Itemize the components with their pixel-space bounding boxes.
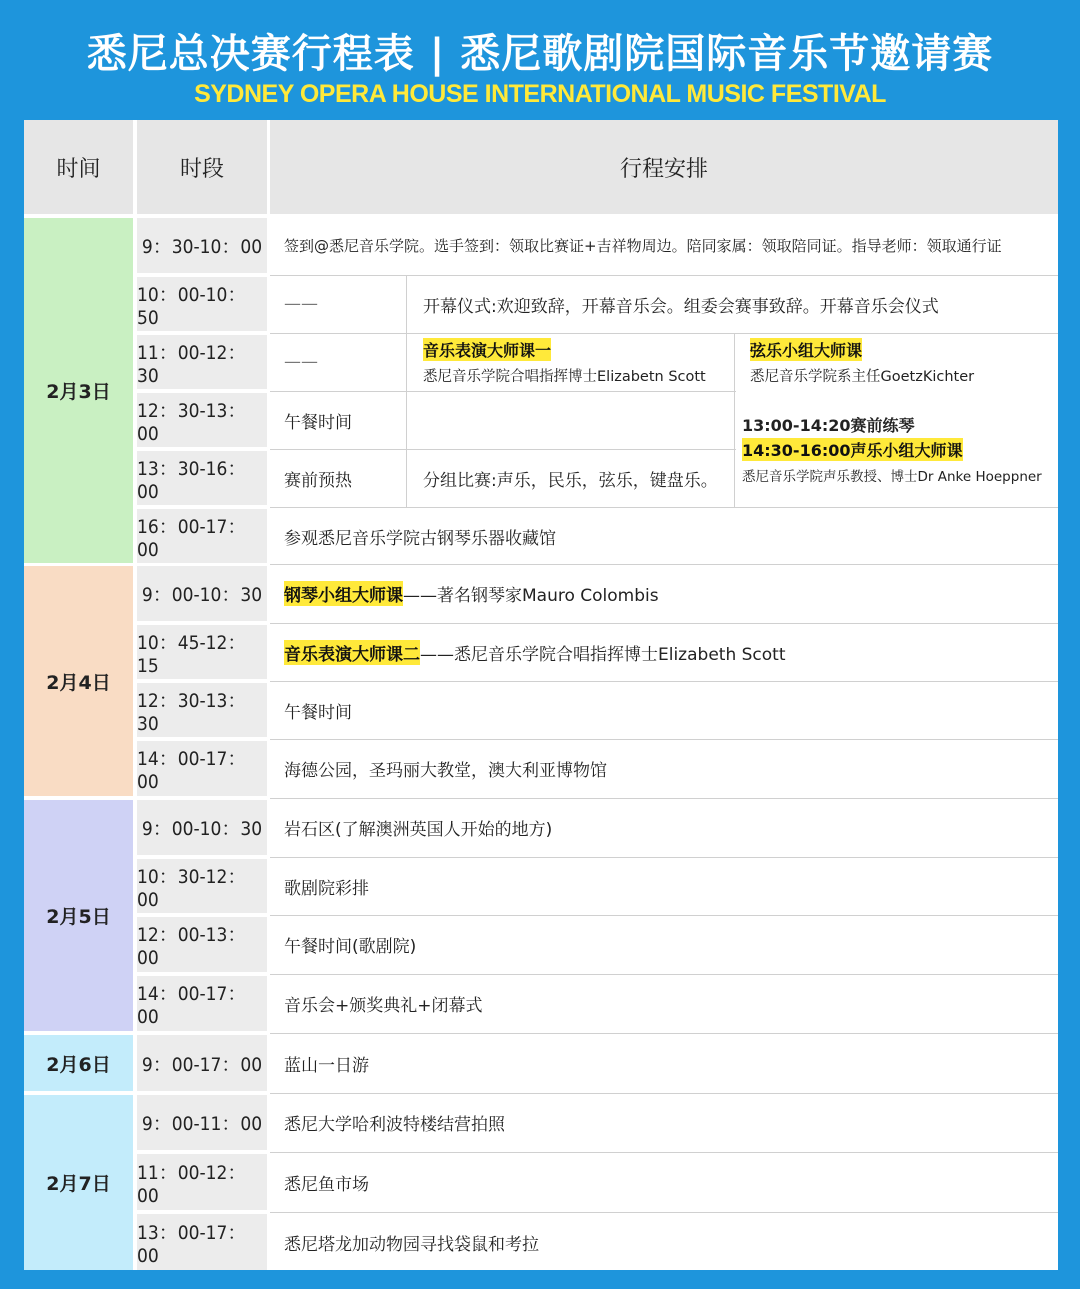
- vocal-masterclass-desc: 悉尼音乐学院声乐教授、博士Dr Anke Hoeppner: [742, 469, 1042, 485]
- strings-masterclass-desc: 悉尼音乐学院系主任GoetzKichter: [750, 369, 975, 385]
- activity-rehearsal: 歌剧院彩排: [284, 878, 369, 899]
- activity-masterclass-1: [409, 335, 734, 389]
- masterclass-1-title: 音乐表演大师课一: [423, 338, 551, 361]
- activity-blue-mountains: 蓝山一日游: [284, 1055, 369, 1076]
- activity-zoo: 悉尼塔龙加动物园寻找袋鼠和考拉: [284, 1234, 539, 1255]
- activity-piano-masterclass: [270, 566, 1058, 621]
- page-subtitle: SYDNEY OPERA HOUSE INTERNATIONAL MUSIC FESTIVAL: [194, 80, 886, 108]
- row-divider: [270, 1212, 1058, 1213]
- time-slot: 9：00-17：00: [137, 1035, 267, 1091]
- page-title: 悉尼总决赛行程表 | 悉尼歌剧院国际音乐节邀请赛: [86, 31, 994, 77]
- time-slot: 11：00-12：30: [137, 335, 267, 389]
- row-divider: [270, 681, 1058, 682]
- activity-the-rocks: 岩石区(了解澳洲英国人开始的地方): [284, 820, 553, 840]
- col-divider: [734, 333, 735, 507]
- activity-closing-photo: 悉尼大学哈利波特楼结营拍照: [284, 1115, 505, 1135]
- piano-masterclass-desc: ——著名钢琴家Mauro Colombis: [403, 586, 659, 606]
- strings-masterclass-title: 弦乐小组大师课: [750, 338, 862, 361]
- row-divider: [270, 1152, 1058, 1153]
- time-slot: 14：00-17：00: [137, 741, 267, 796]
- time-slot: 14：00-17：00: [137, 976, 267, 1031]
- masterclass-2-desc: ——悉尼音乐学院合唱指挥博士Elizabeth Scott: [420, 644, 786, 665]
- row-divider: [270, 857, 1058, 858]
- activity-dash: ——: [284, 294, 318, 314]
- time-slot: 9：00-11：00: [137, 1095, 267, 1150]
- time-slot: 13：00-17：00: [137, 1214, 267, 1270]
- activity-strings-masterclass: [736, 335, 1058, 389]
- activity-fish-market: 悉尼鱼市场: [284, 1174, 369, 1195]
- activity-group-competition: 分组比赛:声乐，民乐，弦乐，键盘乐。: [423, 470, 718, 491]
- activity-masterclass-2: [270, 625, 1058, 679]
- schedule-table: [24, 120, 1058, 1270]
- row-divider: [270, 1033, 1058, 1034]
- activity-checkin: 签到@悉尼音乐学院。选手签到：领取比赛证+吉祥物周边。陪同家属：领取陪同证。指导老师：领取通行证: [284, 237, 1002, 255]
- activity-city-tour: 海德公园，圣玛丽大教堂，澳大利亚博物馆: [284, 761, 607, 781]
- time-slot: 9：00-10：30: [137, 800, 267, 855]
- row-divider: [270, 739, 1058, 740]
- row-divider: [270, 798, 1058, 799]
- activity-museum: 参观悉尼音乐学院古钢琴乐器收藏馆: [284, 528, 556, 549]
- time-slot: 10：00-10：50: [137, 277, 267, 331]
- header-date: 时间: [24, 120, 133, 214]
- time-slot: 12：30-13：30: [137, 683, 267, 737]
- date-feb4: 2月4日: [24, 566, 133, 796]
- row-divider: [270, 564, 1058, 565]
- activity-warmup: 赛前预热: [284, 470, 352, 491]
- header-period: 时段: [137, 120, 267, 214]
- time-slot: 13：30-16：00: [137, 451, 267, 505]
- row-divider: [270, 974, 1058, 975]
- masterclass-1-desc: 悉尼音乐学院合唱指挥博士Elizabetn Scott: [423, 369, 706, 385]
- time-slot: 12：30-13：00: [137, 393, 267, 447]
- time-slot: 16：00-17：00: [137, 509, 267, 563]
- row-divider: [270, 333, 1058, 334]
- time-slot: 9：00-10：30: [137, 566, 267, 621]
- time-slot: 11：00-12：00: [137, 1154, 267, 1210]
- masterclass-2-title: 音乐表演大师课二: [284, 640, 420, 665]
- time-slot: 10：45-12：15: [137, 625, 267, 679]
- row-divider: [270, 623, 1058, 624]
- row-divider: [270, 507, 1058, 508]
- row-divider: [270, 449, 736, 450]
- activity-lunch: 午餐时间: [284, 412, 352, 433]
- date-feb5: 2月5日: [24, 800, 133, 1031]
- date-feb3: 2月3日: [24, 218, 133, 563]
- time-slot: 12：00-13：00: [137, 917, 267, 972]
- activity-lunch: 午餐时间(歌剧院): [284, 937, 417, 957]
- activity-opening: 开幕仪式:欢迎致辞，开幕音乐会。组委会赛事致辞。开幕音乐会仪式: [423, 296, 939, 317]
- row-divider: [270, 915, 1058, 916]
- row-divider: [270, 275, 1058, 276]
- date-feb7: 2月7日: [24, 1095, 133, 1270]
- col-divider: [406, 275, 407, 507]
- vocal-masterclass-title: 14:30-16:00声乐小组大师课: [742, 438, 963, 461]
- header-schedule: 行程安排: [270, 120, 1058, 214]
- date-feb6: 2月6日: [24, 1035, 133, 1091]
- row-divider: [270, 391, 736, 392]
- piano-masterclass-title: 钢琴小组大师课: [284, 581, 403, 606]
- activity-concert: 音乐会+颁奖典礼+闭幕式: [284, 996, 483, 1016]
- time-slot: 10：30-12：00: [137, 859, 267, 913]
- time-slot: 9：30-10：00: [137, 218, 267, 273]
- row-divider: [270, 1093, 1058, 1094]
- activity-dash: ——: [284, 352, 318, 372]
- activity-practice-vocal: [736, 393, 1058, 505]
- activity-lunch: 午餐时间: [284, 702, 352, 723]
- practice-note: 13:00-14:20赛前练琴: [742, 416, 915, 435]
